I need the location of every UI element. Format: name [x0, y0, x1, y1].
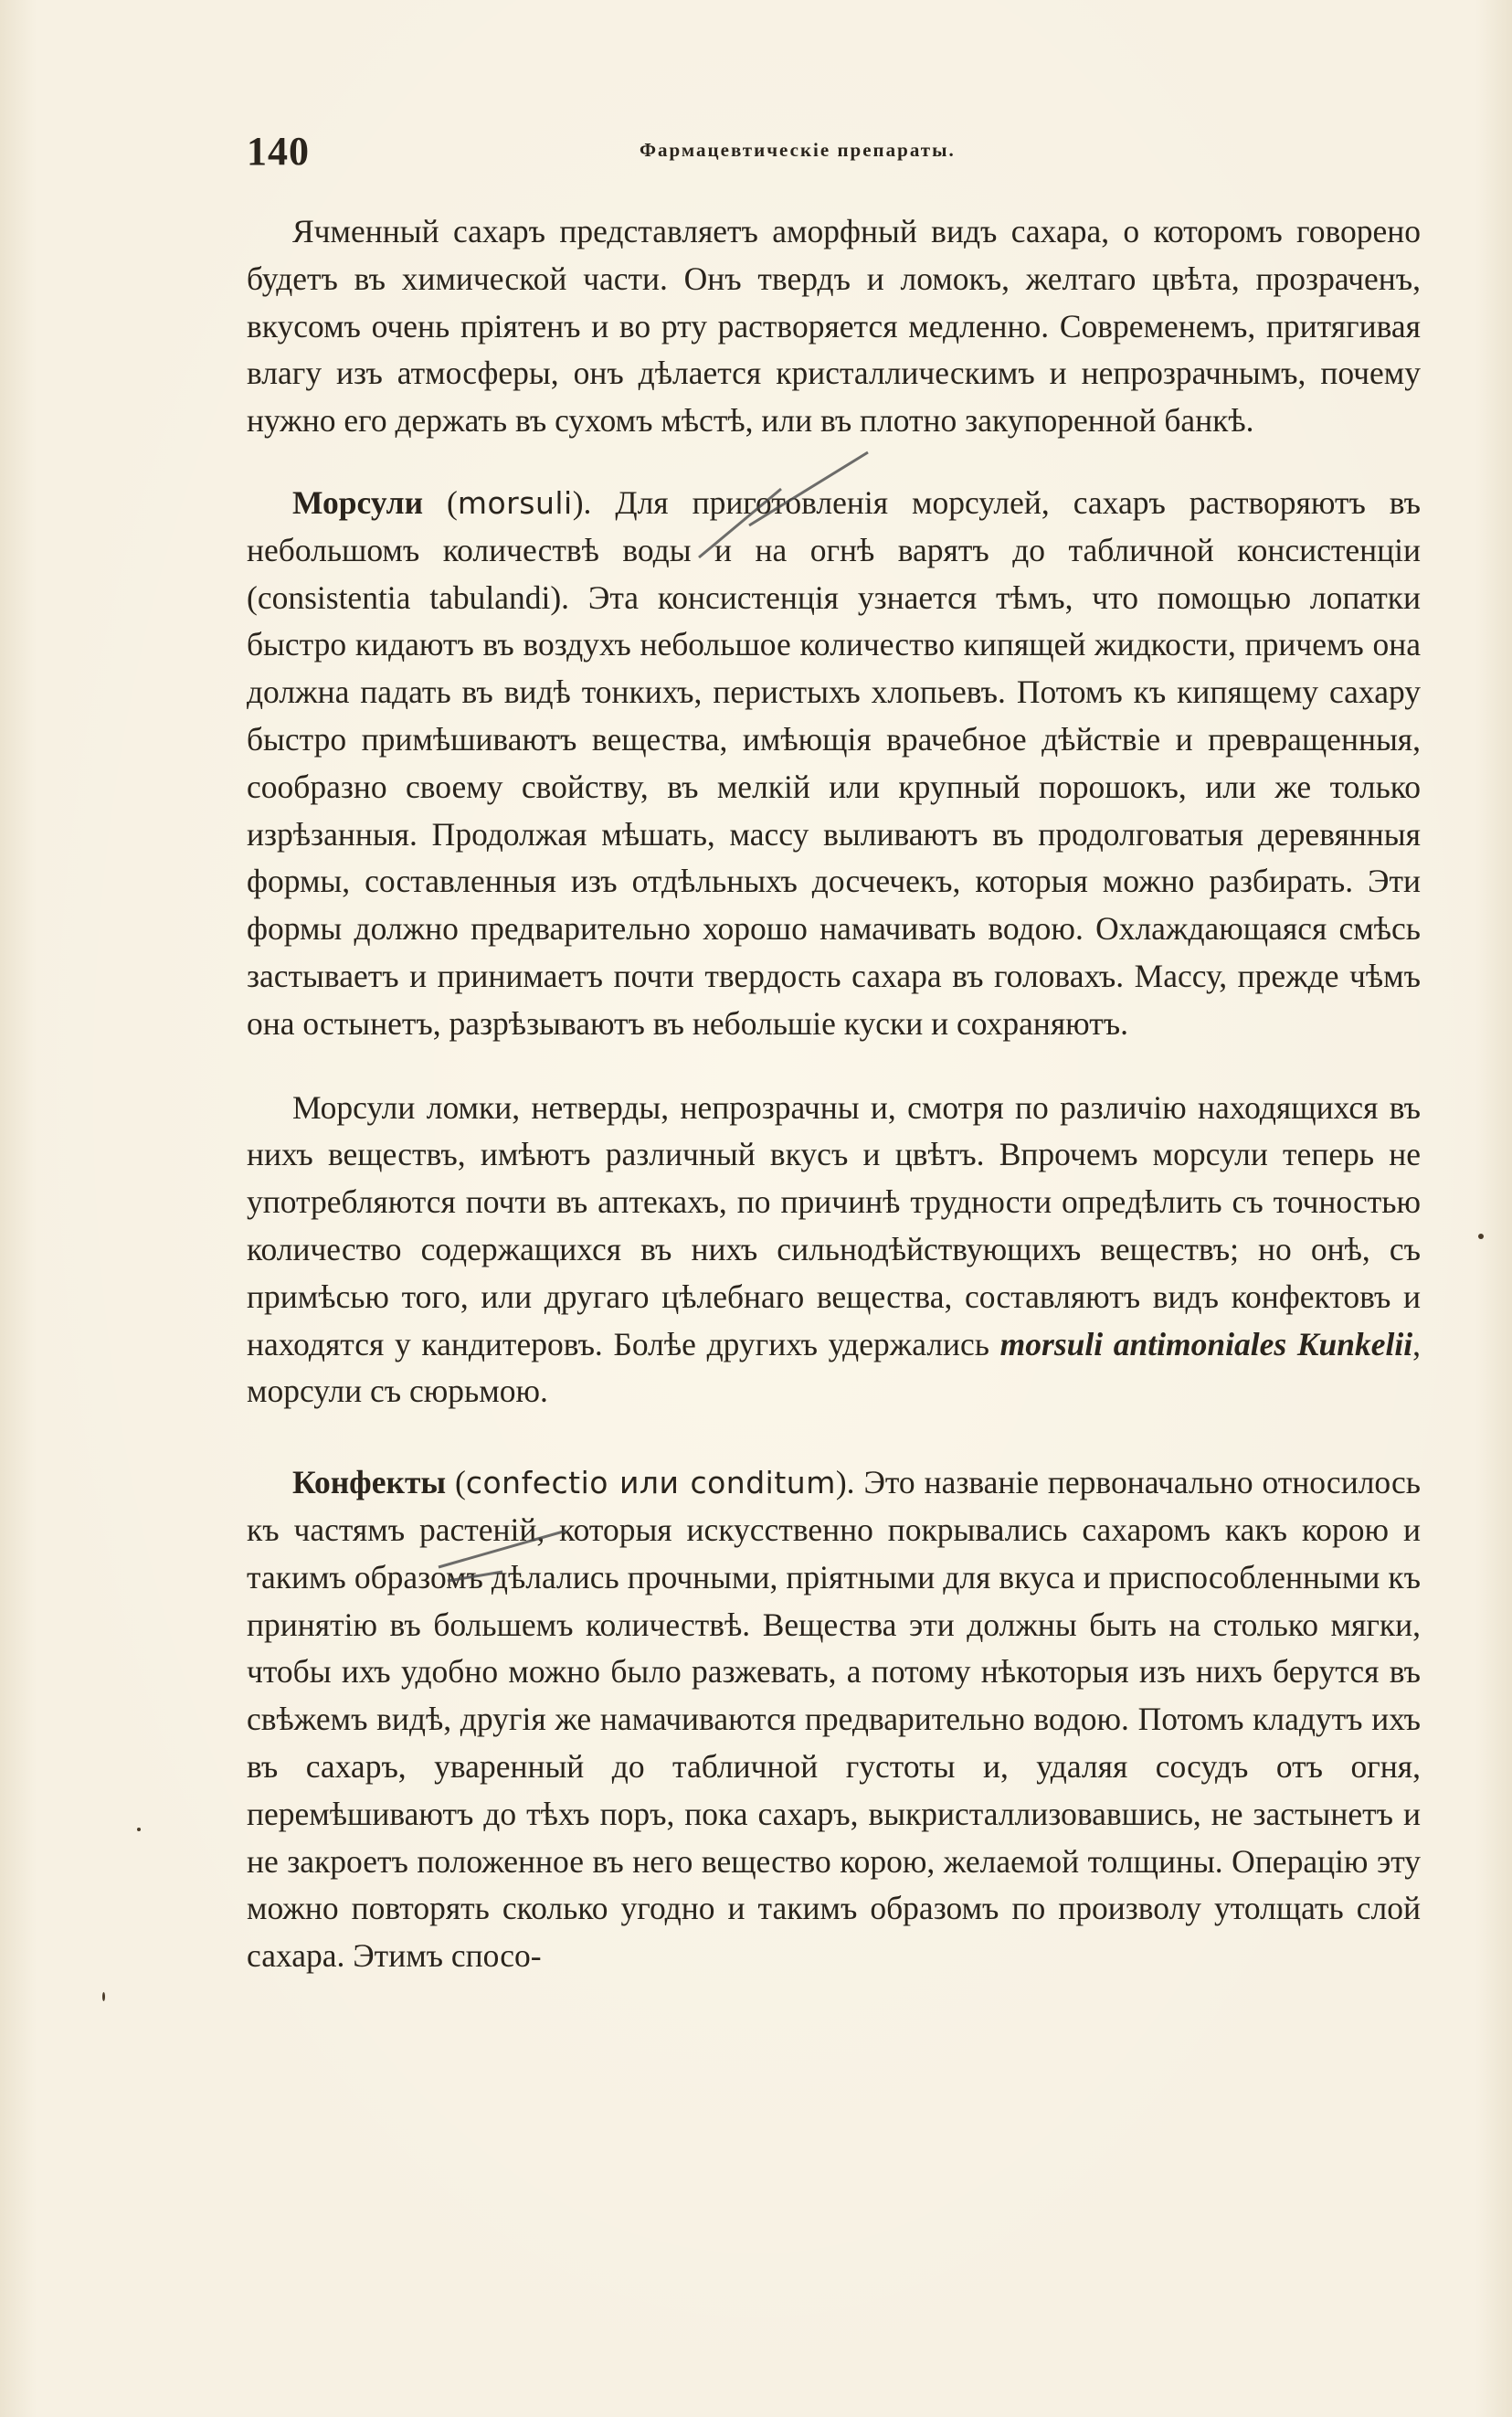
latin-term: confectio или conditum: [465, 1465, 836, 1501]
ink-speck: [137, 1828, 141, 1831]
running-head: Фармацевтическіе препараты.: [640, 139, 956, 161]
paragraph-text: ). Это названіе первоначально относилось къ частямъ растеній, которыя искусственно покрывались сахаромъ какъ корою и такимъ образомъ дѣлались прочными, пріятными для вкуса и приспособленными къ принятію въ большемъ количествѣ. Вещества эти должны быть на столько мягки, чтобы ихъ удобно можно было разжевать, а потому нѣкоторыя изъ нихъ берутся въ свѣжемъ видѣ, другія же намачиваются предварительно водою. Потомъ кладутъ ихъ въ сахаръ, уваренный до табличной густоты и, удаляя сосудъ отъ огня, перемѣшиваютъ до тѣхъ поръ, пока сахаръ, выкристаллизовавшись, не застынетъ и не закроетъ положенное въ него вещество корою, желаемой толщины. Операцію эту можно повторять сколько угодно и такимъ образомъ по произволу утолщать слой сахара. Этимъ спосо-: [247, 1464, 1421, 1975]
paragraph-text-after: , морсули съ сюрьмою.: [247, 1325, 1421, 1410]
term-morsuli: Морсули: [292, 483, 424, 521]
paragraph-text: Ячменный сахаръ представляетъ аморфный видъ сахара, о которомъ говорено будетъ въ химической части. Онъ твердъ и ломокъ, желтаго цвѣта, прозраченъ, вкусомъ очень пріятенъ и во рту растворяется медленно. Современемъ, притягивая влагу изъ атмосферы, онъ дѣлается кристаллическимъ и непрозрачнымъ, почему нужно его держать въ сухомъ мѣстѣ, или въ плотно закупоренной банкѣ.: [247, 213, 1421, 440]
paragraph-morsuli-properties: [247, 1085, 1421, 1416]
paragraph-text: ). Для приготовленія морсулей, сахаръ растворяютъ въ небольшомъ количествѣ воды и на огнѣ варятъ до табличной консистенціи (consistentia tabulandi). Эта консистенція узнается тѣмъ, что помощью лопатки быстро кидаютъ въ воздухъ небольшое количество кипящей жидкости, причемъ она должна падать въ видѣ тонкихъ, перистыхъ хлопьевъ. Потомъ къ кипящему сахару быстро примѣшиваютъ вещества, имѣющія врачебное дѣйствіе и превращенныя, сообразно своему свойству, въ мелкій или крупный порошокъ, или же только изрѣзанныя. Продолжая мѣшать, массу выливаютъ въ продолговатыя деревянныя формы, составленныя изъ отдѣльныхъ досчечекъ, которыя можно разбирать. Эти формы должно предварительно хорошо намачивать водою. Охлаждающаяся смѣсь застываетъ и принимаетъ почти твердость сахара въ головахъ. Массу, прежде чѣмъ она остынетъ, разрѣзываютъ въ небольшіе куски и сохраняютъ.: [247, 483, 1421, 1042]
pencil-mark-1: [694, 439, 877, 567]
paragraph-barley-sugar: [247, 208, 1421, 445]
latin-term: morsuli: [457, 484, 573, 521]
paragraph-text-before: Морсули ломки, нетверды, непрозрачны и, смотря по различію находящихся въ нихъ веществъ, имѣютъ различный вкусъ и цвѣтъ. Впрочемъ морсули теперь не употребляются почти въ аптекахъ, по причинѣ трудности опредѣлить съ точностью количество содержащихся въ нихъ сильнодѣйствующихъ веществъ; но онѣ, съ примѣсью того, или другаго цѣлебнаго вещества, составляютъ видъ конфектовъ и находятся у кандитеровъ. Болѣе другихъ удержались: [247, 1088, 1421, 1362]
paren-open: (: [446, 1464, 466, 1501]
ink-speck: [1478, 1234, 1484, 1239]
ink-speck: [102, 1992, 105, 2001]
paragraph-confects: [247, 1459, 1421, 1980]
latin-italic-term: morsuli antimoniales Kunkelii: [999, 1325, 1413, 1362]
term-confects: Конфекты: [292, 1464, 447, 1501]
paren-open: (: [423, 483, 458, 521]
page-number: 140: [247, 129, 310, 174]
pencil-mark-2: [429, 1517, 576, 1590]
page-header: [247, 128, 1297, 183]
